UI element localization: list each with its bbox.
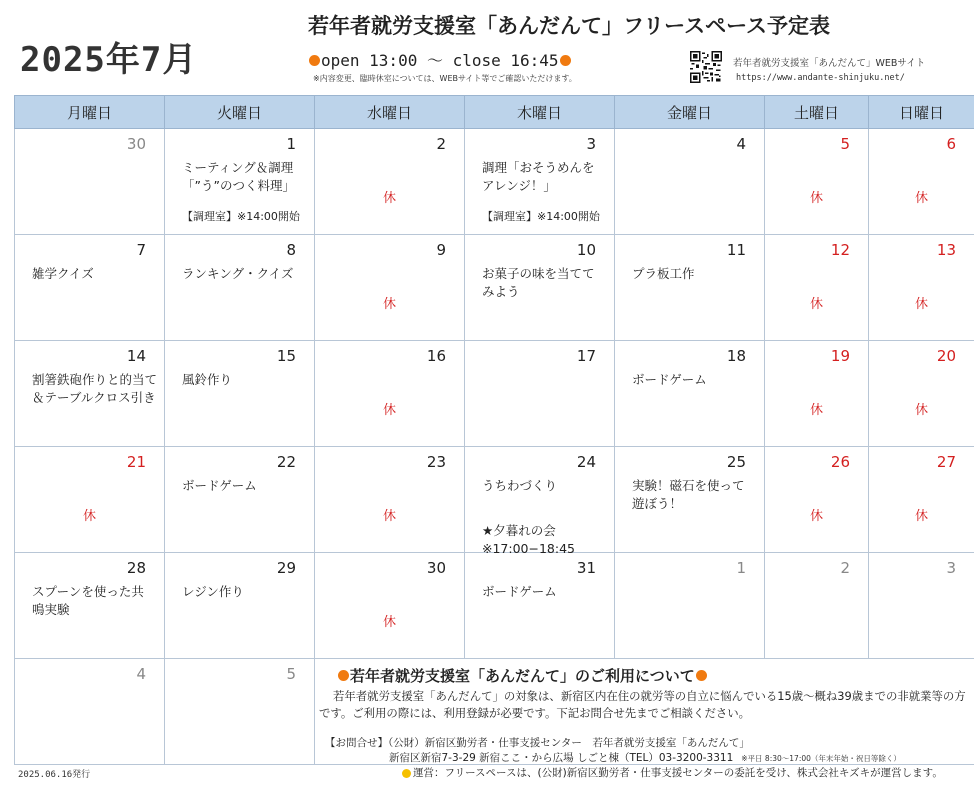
event-text: ランキング・クイズ [182, 266, 294, 281]
usage-info-cell [315, 659, 974, 765]
event-text: 風鈴作り [182, 372, 233, 387]
weekday-header: 月曜日 [15, 96, 165, 129]
closed-label: 休 [382, 403, 396, 418]
closed-label: 休 [382, 509, 396, 524]
calendar-day-cell[interactable] [165, 235, 315, 341]
week-row [15, 553, 974, 659]
calendar-day-cell[interactable] [615, 129, 765, 235]
event-text: 調理「おそうめんを アレンジ！」 [482, 160, 595, 193]
closed-label: 休 [382, 297, 396, 312]
calendar-day-cell[interactable] [165, 129, 315, 235]
calendar-day-cell[interactable] [165, 447, 315, 553]
website-url[interactable]: https://www.andante-shinjuku.net/ [736, 73, 905, 83]
day-number: 3 [946, 559, 956, 577]
calendar-day-cell[interactable] [615, 341, 765, 447]
orange-dot-icon [560, 55, 571, 66]
weekday-header: 土曜日 [765, 96, 869, 129]
calendar-day-cell[interactable] [765, 235, 869, 341]
calendar-day-cell[interactable] [15, 447, 165, 553]
calendar-day-cell[interactable] [869, 235, 974, 341]
day-number: 4 [136, 665, 146, 683]
event-text: 実験！磁石を使って 遊ぼう！ [632, 478, 745, 511]
issue-date: 2025.06.16発行 [18, 770, 91, 780]
closed-label: 休 [809, 191, 823, 206]
day-number: 24 [576, 453, 596, 471]
event-text: レジン作り [182, 584, 244, 599]
weekday-header: 金曜日 [615, 96, 765, 129]
yellow-dot-icon [402, 769, 411, 778]
day-number: 9 [436, 241, 446, 259]
day-number: 7 [136, 241, 146, 259]
calendar-day-cell[interactable] [315, 447, 465, 553]
contact-line: 【お問合せ】（公財）新宿区勤労者・仕事支援センター 若年者就労支援室「あんだんて」 [325, 737, 750, 749]
weekday-header: 水曜日 [315, 96, 465, 129]
day-number: 11 [726, 241, 746, 259]
calendar-day-cell[interactable] [465, 235, 615, 341]
qr-code-icon[interactable] [690, 51, 722, 83]
calendar-day-cell[interactable] [165, 659, 315, 765]
day-number: 13 [936, 241, 956, 259]
event-extra: ★夕暮れの会 ※17:00−18:45 [482, 523, 575, 556]
usage-info-body: 若年者就労支援室「あんだんて」の対象は、新宿区内在住の就労等の自立に悩んでいる15歳〜概ね39歳までの非就業等の方です。ご利用の際には、利用登録が必要です。下記お問合せ先までご相談ください。 [319, 689, 966, 720]
day-number: 28 [126, 559, 146, 577]
closed-label: 休 [809, 403, 823, 418]
event-text: スプーンを使った共 鳴実験 [32, 584, 144, 617]
calendar-day-cell[interactable] [15, 235, 165, 341]
opening-hours [308, 48, 572, 71]
calendar-day-cell[interactable] [465, 447, 615, 556]
day-number: 25 [726, 453, 746, 471]
day-number: 16 [426, 347, 446, 365]
event-text: ボードゲーム [482, 584, 557, 599]
day-number: 5 [286, 665, 296, 683]
closed-label: 休 [914, 403, 928, 418]
closed-label: 休 [914, 297, 928, 312]
event-text: 雑学クイズ [32, 266, 94, 281]
event-text: ミーティング＆調理 「”う”のつく料理」 [182, 160, 295, 193]
day-number: 30 [126, 135, 146, 153]
closed-label: 休 [382, 615, 396, 630]
week-row [15, 341, 974, 447]
day-number: 1 [286, 135, 296, 153]
event-note: 【調理室】※14:00開始 [482, 210, 600, 223]
calendar-day-cell[interactable] [315, 129, 465, 235]
day-number: 15 [276, 347, 296, 365]
week-row [15, 447, 974, 553]
calendar-day-cell[interactable] [315, 553, 465, 659]
event-text: お菓子の味を当てて みよう [482, 266, 595, 299]
event-note: 【調理室】※14:00開始 [182, 210, 300, 223]
day-number: 12 [830, 241, 850, 259]
day-number: 8 [286, 241, 296, 259]
day-number: 23 [426, 453, 446, 471]
calendar-day-cell[interactable] [465, 341, 615, 447]
contact-hours-note: ※平日 8:30〜17:00（年末年始・祝日等除く） [741, 754, 901, 763]
calendar-table [14, 95, 974, 765]
day-number: 4 [736, 135, 746, 153]
calendar-day-cell[interactable] [765, 447, 869, 553]
day-number: 1 [736, 559, 746, 577]
usage-info-title-text: 若年者就労支援室「あんだんて」のご利用について [350, 667, 695, 685]
calendar-day-cell[interactable] [15, 341, 165, 447]
calendar-day-cell[interactable] [869, 447, 974, 553]
calendar-day-cell[interactable] [615, 553, 765, 659]
day-number: 6 [946, 135, 956, 153]
event-text: ボードゲーム [632, 372, 707, 387]
closed-label: 休 [809, 509, 823, 524]
day-number: 10 [576, 241, 596, 259]
event-text: プラ板工作 [632, 266, 695, 281]
calendar-day-cell[interactable] [465, 129, 615, 235]
contact-address-text: 新宿区新宿7-3-29 新宿ここ・から広場 しごと棟（TEL）03-3200-3311 [389, 752, 734, 764]
calendar-day-cell[interactable] [15, 659, 165, 765]
weekday-header: 木曜日 [465, 96, 615, 129]
hours-note: ※内容変更、臨時休室については、WEBサイト等でご確認いただけます。 [313, 74, 577, 83]
closed-label: 休 [382, 191, 396, 206]
day-number: 19 [830, 347, 850, 365]
day-number: 31 [576, 559, 596, 577]
day-number: 27 [936, 453, 956, 471]
month-title: 2025年7月 [20, 40, 198, 80]
calendar-day-cell[interactable] [615, 447, 765, 553]
calendar-day-cell[interactable] [15, 553, 165, 659]
day-number: 3 [586, 135, 596, 153]
last-week-row [15, 659, 974, 765]
event-text: うちわづくり [482, 478, 558, 493]
calendar-day-cell[interactable] [869, 129, 974, 235]
calendar-day-cell[interactable] [765, 341, 869, 447]
website-name: 若年者就労支援室「あんだんて」WEBサイト [733, 58, 926, 69]
closed-label: 休 [914, 191, 928, 206]
calendar-day-cell[interactable] [165, 553, 315, 659]
calendar-day-cell[interactable] [615, 235, 765, 341]
weekday-header-row [15, 96, 974, 129]
calendar-day-cell[interactable] [315, 235, 465, 341]
page-title: 若年者就労支援室「あんだんて」フリースペース予定表 [308, 14, 831, 38]
calendar-day-cell[interactable] [869, 341, 974, 447]
day-number: 14 [126, 347, 146, 365]
day-number: 22 [276, 453, 296, 471]
orange-dot-icon [309, 55, 320, 66]
closed-label: 休 [809, 297, 823, 312]
weekday-header: 日曜日 [869, 96, 974, 129]
day-number: 26 [830, 453, 850, 471]
event-text: ボードゲーム [182, 478, 257, 493]
day-number: 2 [436, 135, 446, 153]
day-number: 30 [426, 559, 446, 577]
day-number: 2 [840, 559, 850, 577]
day-number: 18 [726, 347, 746, 365]
day-number: 17 [576, 347, 596, 365]
closed-label: 休 [82, 509, 96, 524]
day-number: 21 [126, 453, 146, 471]
operator-note [402, 765, 943, 780]
week-row [15, 235, 974, 341]
calendar-day-cell[interactable] [15, 129, 165, 235]
day-number: 20 [936, 347, 956, 365]
week-row [15, 129, 974, 235]
day-number: 29 [276, 559, 296, 577]
calendar-day-cell[interactable] [765, 553, 869, 659]
calendar-day-cell[interactable] [765, 129, 869, 235]
event-text: 割箸鉄砲作りと的当て ＆テーブルクロス引き [32, 372, 158, 405]
calendar-day-cell[interactable] [315, 341, 465, 447]
calendar-day-cell[interactable] [165, 341, 315, 447]
calendar-day-cell[interactable] [869, 553, 974, 659]
opening-hours-text: open 13:00 〜 close 16:45 [321, 51, 559, 70]
calendar-day-cell[interactable] [465, 553, 615, 659]
closed-label: 休 [914, 509, 928, 524]
operator-note-text: 運営：フリースペースは、(公財)新宿区勤労者・仕事支援センターの委託を受け、株式会社キズキが運営します。 [413, 767, 943, 779]
weekday-header: 火曜日 [165, 96, 315, 129]
day-number: 5 [840, 135, 850, 153]
